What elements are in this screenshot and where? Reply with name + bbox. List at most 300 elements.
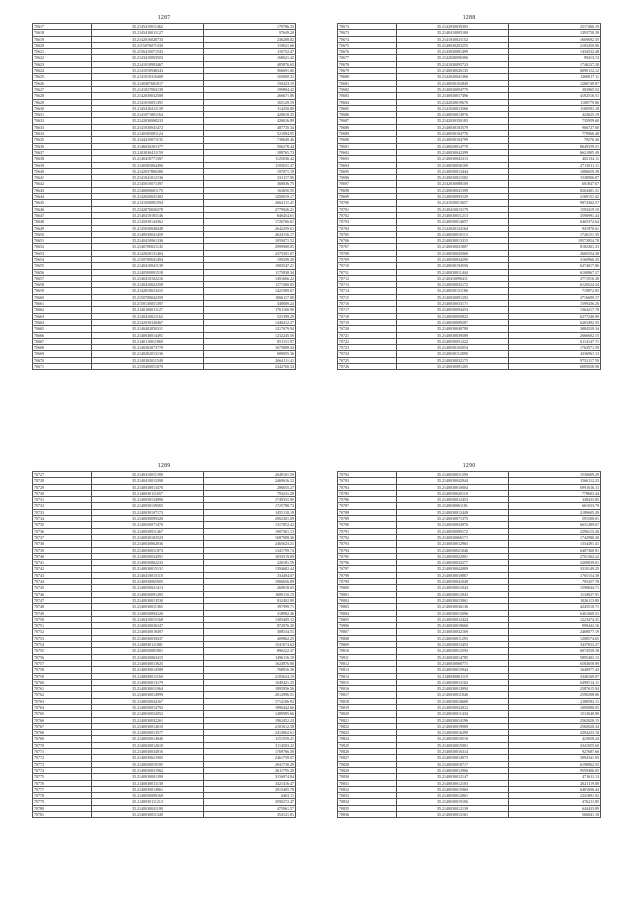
row-id-cell: 70653: [33, 250, 92, 256]
row-value-cell: 1761160.90: [204, 307, 296, 313]
row-id-cell: 70813: [338, 667, 397, 673]
row-id-cell: 70760: [33, 679, 92, 685]
row-value-cell: 1675808.34: [204, 345, 296, 351]
row-value-cell: 2169151.42: [509, 194, 601, 200]
row-number-cell: 35.2140030014491: [91, 332, 203, 338]
row-value-cell: 591500.01: [509, 516, 601, 522]
row-number-cell: 35.2142020131404: [91, 250, 203, 256]
row-id-cell: 70621: [33, 49, 92, 55]
row-number-cell: 35.2142010023415: [91, 288, 203, 294]
row-number-cell: 35.2140410013390: [91, 478, 203, 484]
row-number-cell: 35.2142020041302: [91, 194, 203, 200]
row-id-cell: 70749: [33, 610, 92, 616]
row-value-cell: 1749331.90: [204, 497, 296, 503]
row-id-cell: 70700: [338, 200, 397, 206]
row-id-cell: 70634: [33, 131, 92, 137]
row-value-cell: 1640977.43: [509, 667, 601, 673]
row-value-cell: 1223474.31: [509, 616, 601, 622]
row-value-cell: 6277240.90: [509, 313, 601, 319]
row-number-cell: 35.2140030042944: [396, 478, 508, 484]
row-number-cell: 35.2141030021152: [396, 36, 508, 42]
row-number-cell: 35.2140030012593: [396, 648, 508, 654]
row-number-cell: 35.2140030041190: [91, 805, 203, 811]
row-id-cell: 70803: [338, 604, 397, 610]
row-id-cell: 70772: [33, 755, 92, 761]
row-number-cell: 35.2140030032052: [91, 711, 203, 717]
row-id-cell: 70668: [33, 345, 92, 351]
row-id-cell: 70650: [33, 231, 92, 237]
row-id-cell: 70811: [338, 654, 397, 660]
row-id-cell: 70774: [33, 767, 92, 773]
row-number-cell: 35.2145010071397: [91, 181, 203, 187]
row-number-cell: 35.2140030010113: [396, 231, 508, 237]
row-value-cell: 8649359.51: [509, 143, 601, 149]
row-id-cell: 70743: [33, 572, 92, 578]
row-number-cell: 35.2150130051397: [91, 301, 203, 307]
row-value-cell: 778603.44: [509, 490, 601, 496]
row-value-cell: 1151559.41: [204, 736, 296, 742]
row-value-cell: 423659.24: [509, 736, 601, 742]
row-id-cell: 70626: [33, 80, 92, 86]
row-value-cell: 2624116.17: [204, 231, 296, 237]
row-value-cell: 2101612.58: [204, 723, 296, 729]
row-value-cell: 2341891.92: [509, 793, 601, 799]
row-number-cell: 35.2142016028733: [91, 36, 203, 42]
row-id-cell: 70737: [33, 534, 92, 540]
row-id-cell: 70733: [33, 509, 92, 515]
row-id-cell: 70756: [33, 654, 92, 660]
row-id-cell: 70708: [338, 250, 397, 256]
row-number-cell: 35.2140030111213: [91, 799, 203, 805]
row-value-cell: 1260017.11: [509, 74, 601, 80]
row-id-cell: 70709: [338, 256, 397, 262]
row-number-cell: 35.2140030015944: [396, 667, 508, 673]
row-id-cell: 70732: [33, 503, 92, 509]
row-id-cell: 70829: [338, 767, 397, 773]
row-number-cell: 35.2140030013994: [396, 686, 508, 692]
row-id-cell: 70758: [33, 667, 92, 673]
row-number-cell: 35.2140030015901: [396, 742, 508, 748]
row-value-cell: 471611.13: [509, 774, 601, 780]
row-id-cell: 70703: [338, 219, 397, 225]
row-number-cell: 35.2140030032172: [396, 282, 508, 288]
row-value-cell: 409862.25: [204, 635, 296, 641]
row-value-cell: 1434532.48: [509, 49, 601, 55]
row-value-cell: 719872.05: [509, 288, 601, 294]
row-number-cell: 35.2156410071543: [91, 49, 203, 55]
row-value-cell: 303965.52: [509, 86, 601, 92]
row-value-cell: 338433.85: [509, 497, 601, 503]
row-number-cell: 35.2142030088109: [396, 181, 508, 187]
row-number-cell: 35.2140030012103: [396, 780, 508, 786]
row-number-cell: 35.2140030017496: [396, 93, 508, 99]
row-value-cell: 4245510.71: [509, 604, 601, 610]
row-value-cell: 318982.46: [204, 610, 296, 616]
row-number-cell: 35.2140030014657: [396, 219, 508, 225]
row-number-cell: 35.2140030011160: [91, 673, 203, 679]
table-block-1290: [337, 462, 601, 818]
row-id-cell: 70664: [33, 319, 92, 325]
row-value-cell: 150423.19: [204, 80, 296, 86]
row-id-cell: 70738: [33, 541, 92, 547]
row-value-cell: 1421509.67: [204, 288, 296, 294]
row-id-cell: 70632: [33, 118, 92, 124]
row-number-cell: 35.2140030042399: [396, 149, 508, 155]
row-id-cell: 70825: [338, 742, 397, 748]
row-id-cell: 70652: [33, 244, 92, 250]
row-id-cell: 70678: [338, 61, 397, 67]
row-value-cell: 168621.42: [204, 55, 296, 61]
row-value-cell: 2915405.78: [204, 786, 296, 792]
row-value-cell: 6085658.98: [509, 364, 601, 370]
row-value-cell: 236208.82: [204, 36, 296, 42]
row-id-cell: 70748: [33, 604, 92, 610]
row-id-cell: 70790: [338, 522, 397, 528]
row-value-cell: 2621119.08: [509, 780, 601, 786]
row-value-cell: 896222.37: [204, 648, 296, 654]
row-number-cell: 35.2140030015131: [91, 566, 203, 572]
row-number-cell: 35.2140410022358: [91, 282, 203, 288]
row-number-cell: 35.2140030104799: [396, 137, 508, 143]
row-value-cell: 1593419.10: [509, 206, 601, 212]
row-id-cell: 70771: [33, 749, 92, 755]
row-id-cell: 70719: [338, 319, 397, 325]
row-value-cell: 3160966.35: [509, 256, 601, 262]
row-number-cell: 35.2140030045060: [396, 250, 508, 256]
row-id-cell: 70780: [33, 805, 92, 811]
row-number-cell: 35.2141041012136: [91, 175, 203, 181]
row-id-cell: 70721: [338, 332, 397, 338]
row-value-cell: 2664111.41: [204, 200, 296, 206]
row-value-cell: 1489985.66: [204, 711, 296, 717]
row-id-cell: 70757: [33, 660, 92, 666]
row-value-cell: 6274017.86: [509, 263, 601, 269]
row-number-cell: 35.2140030032261: [91, 717, 203, 723]
row-number-cell: 35.2140030094454: [396, 307, 508, 313]
row-id-cell: 70784: [338, 484, 397, 490]
row-number-cell: 35.2102030411159: [91, 149, 203, 155]
row-id-cell: 70734: [33, 516, 92, 522]
row-number-cell: 35.2140030102054: [396, 345, 508, 351]
row-value-cell: 1598844.71: [509, 585, 601, 591]
row-id-cell: 70701: [338, 206, 397, 212]
row-id-cell: 70706: [338, 238, 397, 244]
row-value-cell: 566691.66: [204, 68, 296, 74]
row-value-cell: 79276.36: [509, 137, 601, 143]
row-id-cell: 70806: [338, 623, 397, 629]
row-number-cell: 35.2140030050823: [396, 313, 508, 319]
row-id-cell: 70787: [338, 503, 397, 509]
row-value-cell: 1364217.78: [509, 307, 601, 313]
row-number-cell: 35.2140030134990: [91, 497, 203, 503]
row-id-cell: 70663: [33, 313, 92, 319]
row-number-cell: 35.2140030034816: [91, 749, 203, 755]
row-value-cell: 1217679.94: [204, 326, 296, 332]
row-id-cell: 70768: [33, 730, 92, 736]
row-number-cell: 35.2140030013444: [396, 168, 508, 174]
row-number-cell: 35.2140030040790: [396, 326, 508, 332]
row-value-cell: 521399.29: [204, 313, 296, 319]
row-value-cell: 19572854.78: [509, 238, 601, 244]
row-value-cell: 2342760.54: [204, 364, 296, 370]
row-number-cell: 35.2140030013453: [396, 642, 508, 648]
row-number-cell: 35.2140030014946: [91, 736, 203, 742]
row-number-cell: 35.2140407681017: [91, 80, 203, 86]
row-id-cell: 70809: [338, 642, 397, 648]
row-number-cell: 35.2140030012139: [396, 805, 508, 811]
row-value-cell: 3716699.17: [509, 294, 601, 300]
row-number-cell: 35.2140030010004: [396, 484, 508, 490]
row-id-cell: 70670: [33, 357, 92, 363]
row-value-cell: 966727.00: [509, 124, 601, 130]
row-id-cell: 70712: [338, 275, 397, 281]
row-value-cell: 1160591.18: [509, 105, 601, 111]
row-number-cell: 35.2140410061336: [91, 238, 203, 244]
row-id-cell: 70833: [338, 793, 397, 799]
row-value-cell: 1530609.29: [509, 472, 601, 478]
row-value-cell: 199804.42: [204, 86, 296, 92]
row-id-cell: 70778: [33, 793, 92, 799]
row-value-cell: 1125036.42: [204, 156, 296, 162]
row-value-cell: 397999.71: [204, 604, 296, 610]
row-value-cell: 6114147.71: [509, 338, 601, 344]
row-value-cell: 2779926.21: [204, 206, 296, 212]
row-number-cell: 35.2140030021807: [396, 244, 508, 250]
row-number-cell: 35.2140030019660: [396, 623, 508, 629]
row-id-cell: 70710: [338, 263, 397, 269]
row-id-cell: 70795: [338, 553, 397, 559]
row-number-cell: 35.2140030071375: [396, 516, 508, 522]
row-value-cell: 197071.19: [204, 168, 296, 174]
row-id-cell: 70741: [33, 560, 92, 566]
row-number-cell: 35.2140030012147: [396, 774, 508, 780]
row-value-cell: 1317852.42: [204, 522, 296, 528]
row-value-cell: 487735.34: [204, 124, 296, 130]
row-value-cell: 2105624.19: [204, 673, 296, 679]
row-value-cell: 1742980.20: [509, 534, 601, 540]
row-number-cell: 35.2141010946543: [91, 68, 203, 74]
row-value-cell: 1134927.91: [509, 591, 601, 597]
row-number-cell: 35.2140030065905: [91, 579, 203, 585]
row-id-cell: 70834: [338, 799, 397, 805]
row-value-cell: 9559406.05: [509, 767, 601, 773]
row-id-cell: 70794: [338, 547, 397, 553]
row-number-cell: 35.2140700021145: [91, 244, 203, 250]
row-number-cell: 35.2140030112090: [396, 351, 508, 357]
row-id-cell: 70687: [338, 118, 397, 124]
row-id-cell: 70705: [338, 231, 397, 237]
row-value-cell: 1250019.17: [204, 194, 296, 200]
row-number-cell: 35.2140030012424: [396, 616, 508, 622]
row-number-cell: 35.2140030032169: [396, 629, 508, 635]
row-value-cell: 521094.95: [204, 131, 296, 137]
row-number-cell: 35.2140030011349: [91, 812, 203, 818]
row-id-cell: 70766: [33, 717, 92, 723]
row-id-cell: 70693: [338, 156, 397, 162]
row-id-cell: 70686: [338, 112, 397, 118]
row-number-cell: 35.2140410102216: [91, 275, 203, 281]
row-number-cell: 35.2140030011365: [91, 604, 203, 610]
row-number-cell: 35.2140030013161: [396, 812, 508, 818]
row-id-cell: 70677: [338, 55, 397, 61]
row-id-cell: 70658: [33, 282, 92, 288]
row-id-cell: 70656: [33, 269, 92, 275]
row-number-cell: 35.2140030107173: [91, 509, 203, 515]
row-id-cell: 70804: [338, 610, 397, 616]
row-number-cell: 35.2140500091518: [91, 269, 203, 275]
row-id-cell: 70723: [338, 345, 397, 351]
row-id-cell: 70767: [33, 723, 92, 729]
row-value-cell: 1394682.44: [204, 566, 296, 572]
row-value-cell: 4192516.51: [509, 93, 601, 99]
row-value-cell: 6126524.34: [509, 282, 601, 288]
row-number-cell: 35.2140030011874: [91, 547, 203, 553]
row-value-cell: 6090112.12: [509, 68, 601, 74]
row-number-cell: 35.2140030021582: [396, 175, 508, 181]
row-id-cell: 70792: [338, 534, 397, 540]
row-value-cell: 1286749.87: [509, 80, 601, 86]
row-number-cell: 35.2145030048448: [91, 225, 203, 231]
row-id-cell: 70688: [338, 124, 397, 130]
row-id-cell: 70739: [33, 547, 92, 553]
row-number-cell: 35.2141010316408: [91, 74, 203, 80]
row-id-cell: 70681: [338, 80, 397, 86]
row-id-cell: 70754: [33, 642, 92, 648]
row-number-cell: 35.2140030014999: [91, 692, 203, 698]
row-id-cell: 70698: [338, 187, 397, 193]
row-value-cell: 1689110.15: [204, 591, 296, 597]
row-value-cell: 2701364.22: [509, 553, 601, 559]
row-number-cell: 35.2140030041599: [396, 187, 508, 193]
row-number-cell: 35.2140030012966: [396, 767, 508, 773]
row-number-cell: 35.2140030012965: [396, 541, 508, 547]
row-value-cell: 2562020.15: [509, 717, 601, 723]
row-value-cell: 423625.19: [509, 112, 601, 118]
row-value-cell: 6407360.91: [509, 547, 601, 553]
row-id-cell: 70816: [338, 686, 397, 692]
row-number-cell: 35.2140030012102: [396, 679, 508, 685]
row-number-cell: 35.2140030099328: [91, 516, 203, 522]
row-number-cell: 35.2140030091292: [396, 294, 508, 300]
row-number-cell: 35.2140030011290: [396, 472, 508, 478]
row-value-cell: 3084559.34: [509, 326, 601, 332]
row-value-cell: 3596991.44: [509, 212, 601, 218]
row-number-cell: 35.2140030036347: [91, 623, 203, 629]
row-id-cell: 70649: [33, 225, 92, 231]
row-value-cell: 1491666.22: [204, 275, 296, 281]
row-number-cell: 35.2140030011046: [396, 692, 508, 698]
row-number-cell: 35.2140030012453: [396, 497, 508, 503]
row-number-cell: 35.2140030020110: [396, 490, 508, 496]
row-number-cell: 35.2140030014610: [91, 723, 203, 729]
row-id-cell: 70750: [33, 616, 92, 622]
row-id-cell: 70635: [33, 137, 92, 143]
row-id-cell: 70822: [338, 723, 397, 729]
row-value-cell: 6461669.31: [509, 610, 601, 616]
row-value-cell: 331117.96: [204, 175, 296, 181]
row-id-cell: 70835: [338, 805, 397, 811]
row-number-cell: 35.2140030034290: [396, 256, 508, 262]
row-number-cell: 35.2140305064496: [91, 162, 203, 168]
row-value-cell: 793231.28: [204, 490, 296, 496]
row-number-cell: 35.2140302011549: [91, 357, 203, 363]
row-value-cell: 165129.59: [204, 99, 296, 105]
row-value-cell: 286655.27: [204, 484, 296, 490]
row-id-cell: 70827: [338, 755, 397, 761]
row-id-cell: 70761: [33, 686, 92, 692]
row-id-cell: 70814: [338, 673, 397, 679]
row-number-cell: 35.2150400051070: [91, 364, 203, 370]
row-id-cell: 70788: [338, 509, 397, 515]
row-value-cell: 1026113.80: [509, 597, 601, 603]
row-number-cell: 35.2140030011213: [396, 212, 508, 218]
row-number-cell: 35.2140030036136: [396, 604, 508, 610]
row-value-cell: 6074559.18: [509, 648, 601, 654]
row-number-cell: 35.2140030013625: [91, 660, 203, 666]
row-id-cell: 70627: [33, 86, 92, 92]
row-number-cell: 35.2143030081499: [396, 49, 508, 55]
row-id-cell: 70666: [33, 332, 92, 338]
row-number-cell: 35.2140030011293: [396, 635, 508, 641]
row-number-cell: 35.2140020014770: [396, 143, 508, 149]
row-number-cell: 35.2140305081124: [91, 131, 203, 137]
row-id-cell: 70729: [33, 484, 92, 490]
row-value-cell: 2461759.07: [204, 755, 296, 761]
row-id-cell: 70684: [338, 99, 397, 105]
row-id-cell: 70618: [33, 30, 92, 36]
row-value-cell: 405876.65: [204, 61, 296, 67]
row-value-cell: 2611795.20: [204, 767, 296, 773]
table-block-1289: [32, 462, 296, 818]
row-number-cell: 35.2140030056109: [396, 162, 508, 168]
row-value-cell: 368036.75: [204, 181, 296, 187]
row-id-cell: 70826: [338, 749, 397, 755]
row-value-cell: 348009.24: [204, 301, 296, 307]
row-id-cell: 70823: [338, 730, 397, 736]
row-id-cell: 70798: [338, 572, 397, 578]
row-number-cell: 35.2142037806380: [91, 168, 203, 174]
row-id-cell: 70781: [33, 812, 92, 818]
row-number-cell: 35.2140030009287: [396, 319, 508, 325]
row-value-cell: 189765.73: [204, 149, 296, 155]
row-number-cell: 35.2143410003503: [91, 55, 203, 61]
row-number-cell: 35.2140030012943: [396, 591, 508, 597]
row-id-cell: 70755: [33, 648, 92, 654]
row-number-cell: 35.2140030018497: [91, 629, 203, 635]
row-value-cell: 1714106.92: [204, 698, 296, 704]
data-table: [32, 471, 296, 818]
row-value-cell: 1208574.65: [509, 635, 601, 641]
row-number-cell: 35.2140030093129: [396, 194, 508, 200]
row-id-cell: 70775: [33, 774, 92, 780]
row-number-cell: 35.2140030010867: [396, 572, 508, 578]
row-number-cell: 35.2140030203255: [396, 42, 508, 48]
row-id-cell: 70776: [33, 780, 92, 786]
row-number-cell: 35.2150700042459: [91, 294, 203, 300]
row-number-cell: 35.2140030014589: [91, 667, 203, 673]
row-value-cell: 6991616.11: [509, 484, 601, 490]
row-id-cell: 70640: [33, 168, 92, 174]
row-number-cell: 35.2140030021905: [91, 755, 203, 761]
row-number-cell: 35.2140030099169: [91, 793, 203, 799]
row-number-cell: 35.2140030041459: [91, 231, 203, 237]
row-number-cell: 35.2140030022901: [396, 553, 508, 559]
row-id-cell: 70669: [33, 351, 92, 357]
row-id-cell: 70636: [33, 143, 92, 149]
row-value-cell: 1726151.35: [509, 231, 601, 237]
row-id-cell: 70624: [33, 68, 92, 74]
row-number-cell: 35.2140030051222: [396, 338, 508, 344]
